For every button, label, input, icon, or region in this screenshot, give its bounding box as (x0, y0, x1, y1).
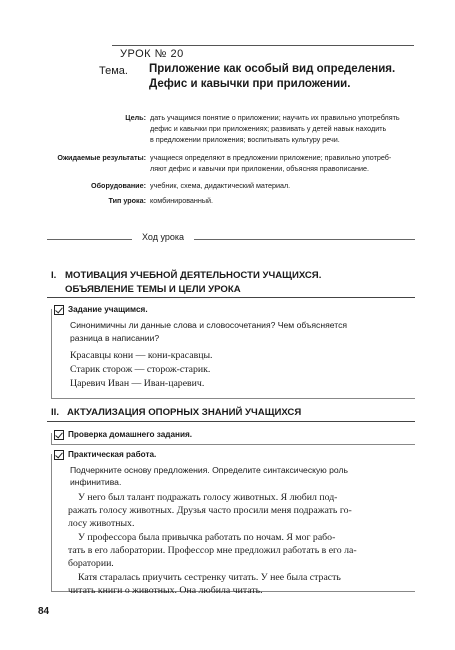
results-line-2: ляют дефис и кавычки при приложении, объясняя правописание. (150, 164, 370, 173)
course-title: Ход урока (142, 232, 185, 242)
lesson-number: УРОК № 20 (120, 48, 184, 60)
equipment-label: Оборудование: (91, 181, 146, 190)
checkbox-icon (54, 450, 64, 460)
example-1: Красавцы кони — кони-красавцы. (70, 350, 213, 361)
type-value: комбинированный. (150, 196, 214, 205)
results-line-1: учащиеся определяют в предложении приложение; правильно употреб- (150, 153, 392, 162)
equipment-value: учебник, схема, дидактический материал. (150, 181, 291, 190)
instruction-line-1: Подчеркните основу предложения. Определите синтаксическую роль (70, 465, 348, 475)
tema-title: Приложение как особый вид определения. Дефис и кавычки при приложении. (149, 63, 396, 90)
tema-label: Тема. (99, 65, 128, 77)
page-number: 84 (38, 606, 50, 617)
header-rule (112, 45, 414, 46)
para-1-line-1: У него был талант подражать голосу животных. Я любил под- (78, 492, 338, 503)
instruction-line-2: инфинитива. (70, 477, 122, 487)
question-line-1: Синонимичны ли данные слова и словосочетания? Чем объясняется (70, 320, 348, 330)
para-2-line-3: боратории. (68, 558, 114, 569)
para-3-line-2: читать книги о животных. Она любила читать. (68, 585, 263, 596)
section-1-number: I. (51, 270, 57, 281)
example-3: Царевич Иван — Иван-царевич. (70, 378, 205, 389)
para-2-line-2: тать в его лаборатории. Профессор мне предложил работать в его ла- (68, 545, 357, 556)
results-label: Ожидаемые результаты: (57, 153, 146, 162)
task-2b-title: Практическая работа. (68, 450, 157, 459)
lesson-meta (0, 113, 455, 213)
type-label: Тип урока: (108, 196, 146, 205)
task-1-title: Задание учащимся. (68, 305, 148, 314)
para-1-line-3: лосу животных. (68, 518, 135, 529)
checkbox-icon (54, 305, 64, 315)
section-1-rule (47, 297, 415, 298)
goal-line-2: дефис и кавычки при приложениях; развивать у детей навык находить (150, 124, 387, 133)
lesson-header (0, 40, 455, 90)
example-2: Старик сторож — сторож-старик. (70, 364, 211, 375)
section-1-heading (51, 270, 411, 296)
para-3-line-1: Катя старалась приучить сестренку читать. У нее была страсть (78, 572, 341, 583)
course-divider (0, 232, 455, 246)
section-1-line-1: МОТИВАЦИЯ УЧЕБНОЙ ДЕЯТЕЛЬНОСТИ УЧАЩИХСЯ. (65, 270, 322, 281)
section-2-line-1: АКТУАЛИЗАЦИЯ ОПОРНЫХ ЗНАНИЙ УЧАЩИХСЯ (67, 407, 302, 418)
section-2-number: II. (51, 407, 59, 418)
para-2-line-1: У профессора была привычка работать по ночам. Я мог рабо- (78, 532, 336, 543)
goal-line-3: в предложении приложения; воспитывать культуру речи. (150, 135, 340, 144)
goal-line-1: дать учащимся понятие о приложении; научить их правильно употреблять (150, 113, 400, 122)
section-1-line-2: ОБЪЯВЛЕНИЕ ТЕМЫ И ЦЕЛИ УРОКА (65, 284, 241, 295)
goal-label: Цель: (125, 113, 146, 122)
question-line-2: разница в написании? (70, 333, 160, 343)
checkbox-icon (54, 430, 64, 440)
section-2-rule (47, 421, 415, 422)
para-1-line-2: ражать голосу животных. Друзья часто просили меня подражать го- (68, 505, 352, 516)
task-2a-title: Проверка домашнего задания. (68, 430, 193, 439)
section-2-heading (51, 407, 411, 421)
